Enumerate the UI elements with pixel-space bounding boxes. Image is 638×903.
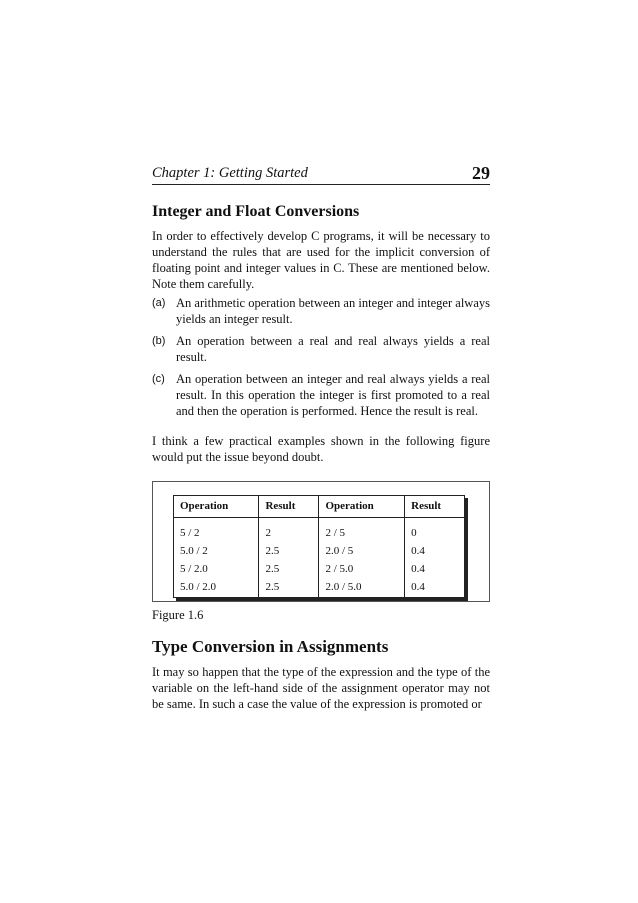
rule-label: (a)	[152, 297, 166, 309]
section-heading-conversions: Integer and Float Conversions	[152, 203, 360, 220]
table-row	[174, 518, 464, 543]
rule-item-c	[152, 371, 490, 419]
table-cell: 0.4	[411, 545, 425, 557]
rule-text: An arithmetic operation between an integer and integer always yields an integer result.	[176, 296, 490, 326]
table-cell: 5.0 / 2	[174, 542, 259, 560]
rule-label: (c)	[152, 373, 165, 385]
page-number: 29	[472, 163, 490, 183]
table-cell: 0.4	[411, 581, 425, 593]
rule-text: An operation between a real and real always yields a real result.	[176, 334, 490, 364]
conversion-table	[173, 495, 465, 598]
table-row	[174, 542, 464, 560]
table-cell: 2.0 / 5.0	[319, 578, 405, 597]
table-cell: 5.0 / 2.0	[174, 578, 259, 597]
table-cell: 2	[259, 518, 319, 543]
column-header: Result	[405, 496, 464, 518]
figure-frame	[152, 481, 490, 602]
table-cell: 2.5	[259, 578, 319, 597]
table-row	[174, 560, 464, 578]
column-header: Result	[259, 496, 319, 518]
intro-paragraph: In order to effectively develop C programs, it will be necessary to understand the rules that are used for the implicit conversion of floating point and integer values in C. These are mentioned below. Note them carefully.	[152, 229, 490, 291]
table-cell: 2 / 5	[319, 518, 405, 543]
table-cell: 5 / 2.0	[174, 560, 259, 578]
section-heading-assignments: Type Conversion in Assignments	[152, 637, 389, 656]
table-cell: 2.5	[259, 560, 319, 578]
table-cell: 5 / 2	[174, 518, 259, 543]
closing-paragraph: I think a few practical examples shown in the following figure would put the issue beyond doubt.	[152, 434, 490, 464]
table-cell: 2.5	[259, 542, 319, 560]
table-row	[174, 578, 464, 597]
book-page	[152, 160, 490, 712]
table-cell: 0.4	[411, 563, 425, 575]
table-cell: 0	[411, 527, 417, 539]
table-header-row	[174, 496, 464, 518]
assignment-paragraph: It may so happen that the type of the expression and the type of the variable on the left-hand side of the assignment operator may not be same. In such a case the value of the expression is promoted or	[152, 665, 490, 711]
table-cell: 2 / 5.0	[319, 560, 405, 578]
rule-text: An operation between an integer and real always yields a real result. In this operation the integer is first promoted to a real and then the operation is performed. Hence the result is real.	[176, 372, 490, 418]
rule-item-a	[152, 295, 490, 327]
column-header: Operation	[174, 496, 259, 518]
figure-caption: Figure 1.6	[152, 608, 204, 622]
rule-label: (b)	[152, 335, 166, 347]
table-cell: 2.0 / 5	[319, 542, 405, 560]
running-header	[152, 160, 490, 185]
rule-item-b	[152, 333, 490, 365]
chapter-title: Chapter 1: Getting Started	[152, 165, 308, 181]
column-header: Operation	[319, 496, 405, 518]
